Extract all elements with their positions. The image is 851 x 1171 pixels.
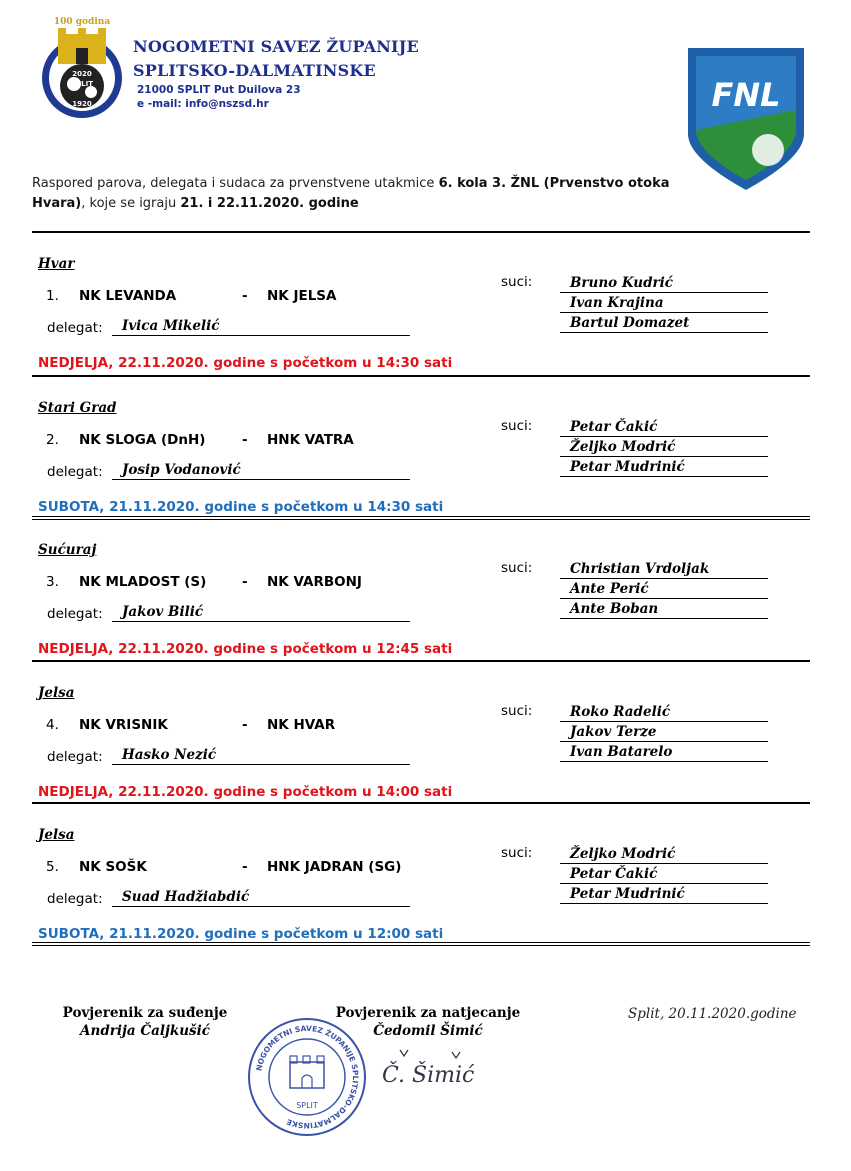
org-name-line2: SPLITSKO-DALMATINSKE <box>133 61 376 80</box>
block-divider <box>32 802 810 804</box>
referee-name: Bruno Kudrić <box>560 274 768 293</box>
referee-name: Ivan Batarelo <box>560 743 768 762</box>
place-date: Split, 20.11.2020.godine <box>628 1006 797 1022</box>
match-venue: Sućuraj <box>38 542 97 558</box>
match-home-team: NK MLADOST (S) <box>79 574 207 590</box>
match-home-team: NK SLOGA (DnH) <box>79 432 206 448</box>
mid-official-title: Povjerenik za natjecanje <box>335 1005 521 1021</box>
delegate-label: delegat: <box>47 749 103 765</box>
org-name-line1: NOGOMETNI SAVEZ ŽUPANIJE <box>133 37 419 56</box>
referees-label: suci: <box>501 703 533 719</box>
logo-city: SPLIT <box>70 80 94 88</box>
match-away-team: NK VARBONJ <box>267 574 362 590</box>
signature-left <box>50 1005 240 1039</box>
match-number: 1. <box>46 288 59 304</box>
match-away-team: NK HVAR <box>267 717 336 733</box>
delegate-name: Suad Hadžiabdić <box>112 888 410 907</box>
referee-name: Željko Modrić <box>560 438 768 457</box>
left-official-name: Andrija Čaljkušić <box>80 1023 210 1039</box>
delegate-label: delegat: <box>47 891 103 907</box>
fnl-logo-text: FNL <box>711 76 781 114</box>
match-datetime: NEDJELJA, 22.11.2020. godine s početkom u 12:45 sati <box>38 641 453 657</box>
mid-official-name: Čedomil Šimić <box>373 1023 483 1039</box>
match-away-team: NK JELSA <box>267 288 337 304</box>
match-dash: - <box>242 717 248 733</box>
referees-label: suci: <box>501 418 533 434</box>
match-dash: - <box>242 288 248 304</box>
match-venue: Hvar <box>38 256 75 272</box>
intro-middle: , koje se igraju <box>81 196 181 211</box>
intro-round: 6. kola 3. ŽNL (Prvenstvo otoka Hvara) <box>32 176 670 211</box>
signature-text: Č. Šimić <box>382 1063 475 1088</box>
referee-name: Željko Modrić <box>560 845 768 864</box>
referees-label: suci: <box>501 274 533 290</box>
match-number: 4. <box>46 717 59 733</box>
match-venue: Stari Grad <box>38 400 117 416</box>
org-email: e -mail: info@nszsd.hr <box>137 98 269 110</box>
logo-year-top: 2020 <box>72 70 92 78</box>
match-datetime: NEDJELJA, 22.11.2020. godine s početkom u 14:30 sati <box>38 355 453 371</box>
match-home-team: NK LEVANDA <box>79 288 177 304</box>
referees-label: suci: <box>501 560 533 576</box>
svg-text:NOGOMETNI SAVEZ ŽUPANIJE SPLIT <box>254 1024 360 1130</box>
referees-label: suci: <box>501 845 533 861</box>
intro-prefix: Raspored parova, delegata i sudaca za prvenstvene utakmice <box>32 176 439 191</box>
delegate-name: Josip Vodanović <box>112 461 410 480</box>
official-stamp <box>246 1016 368 1138</box>
match-away-team: HNK VATRA <box>267 432 354 448</box>
referee-name: Ante Boban <box>560 600 768 619</box>
intro-text <box>32 174 692 214</box>
referee-name: Christian Vrdoljak <box>560 560 768 579</box>
delegate-name: Jakov Bilić <box>112 603 410 622</box>
referee-name: Ivan Krajina <box>560 294 768 313</box>
match-datetime: SUBOTA, 21.11.2020. godine s početkom u 12:00 sati <box>38 926 444 942</box>
referee-name: Roko Radelić <box>560 703 768 722</box>
block-divider <box>32 660 810 662</box>
block-divider <box>32 942 810 946</box>
match-datetime: NEDJELJA, 22.11.2020. godine s početkom u 14:00 sati <box>38 784 453 800</box>
match-number: 3. <box>46 574 59 590</box>
block-divider <box>32 516 810 520</box>
left-official-title: Povjerenik za suđenje <box>62 1005 228 1021</box>
match-home-team: NK SOŠK <box>79 859 147 875</box>
match-venue: Jelsa <box>38 685 75 701</box>
delegate-label: delegat: <box>47 464 103 480</box>
block-divider <box>32 375 810 377</box>
logo-year-bottom: 1920 <box>72 100 92 108</box>
divider-top <box>32 231 810 233</box>
match-home-team: NK VRISNIK <box>79 717 168 733</box>
handwritten-signature <box>378 1046 498 1090</box>
match-datetime: SUBOTA, 21.11.2020. godine s početkom u 14:30 sati <box>38 499 444 515</box>
match-dash: - <box>242 574 248 590</box>
delegate-name: Ivica Mikelić <box>112 317 410 336</box>
delegate-name: Hasko Nezić <box>112 746 410 765</box>
match-away-team: HNK JADRAN (SG) <box>267 859 402 875</box>
stamp-text: NOGOMETNI SAVEZ ŽUPANIJE SPLITSKO-DALMATINSKE <box>254 1023 361 1131</box>
logo-anniversary-text: 100 godina <box>53 17 111 27</box>
match-dash: - <box>242 432 248 448</box>
match-number: 2. <box>46 432 59 448</box>
referee-name: Petar Čakić <box>560 418 768 437</box>
match-venue: Jelsa <box>38 827 75 843</box>
stamp-city: SPLIT <box>296 1101 318 1110</box>
delegate-label: delegat: <box>47 606 103 622</box>
nszsd-logo <box>36 14 128 122</box>
referee-name: Petar Mudrinić <box>560 458 768 477</box>
match-dash: - <box>242 859 248 875</box>
org-address: 21000 SPLIT Put Duilova 23 <box>137 84 301 96</box>
referee-name: Petar Čakić <box>560 865 768 884</box>
referee-name: Ante Perić <box>560 580 768 599</box>
intro-dates: 21. i 22.11.2020. godine <box>180 196 359 211</box>
referee-name: Petar Mudrinić <box>560 885 768 904</box>
fnl-logo <box>676 38 816 196</box>
delegate-label: delegat: <box>47 320 103 336</box>
referee-name: Bartul Domazet <box>560 314 768 333</box>
referee-name: Jakov Terze <box>560 723 768 742</box>
match-number: 5. <box>46 859 59 875</box>
